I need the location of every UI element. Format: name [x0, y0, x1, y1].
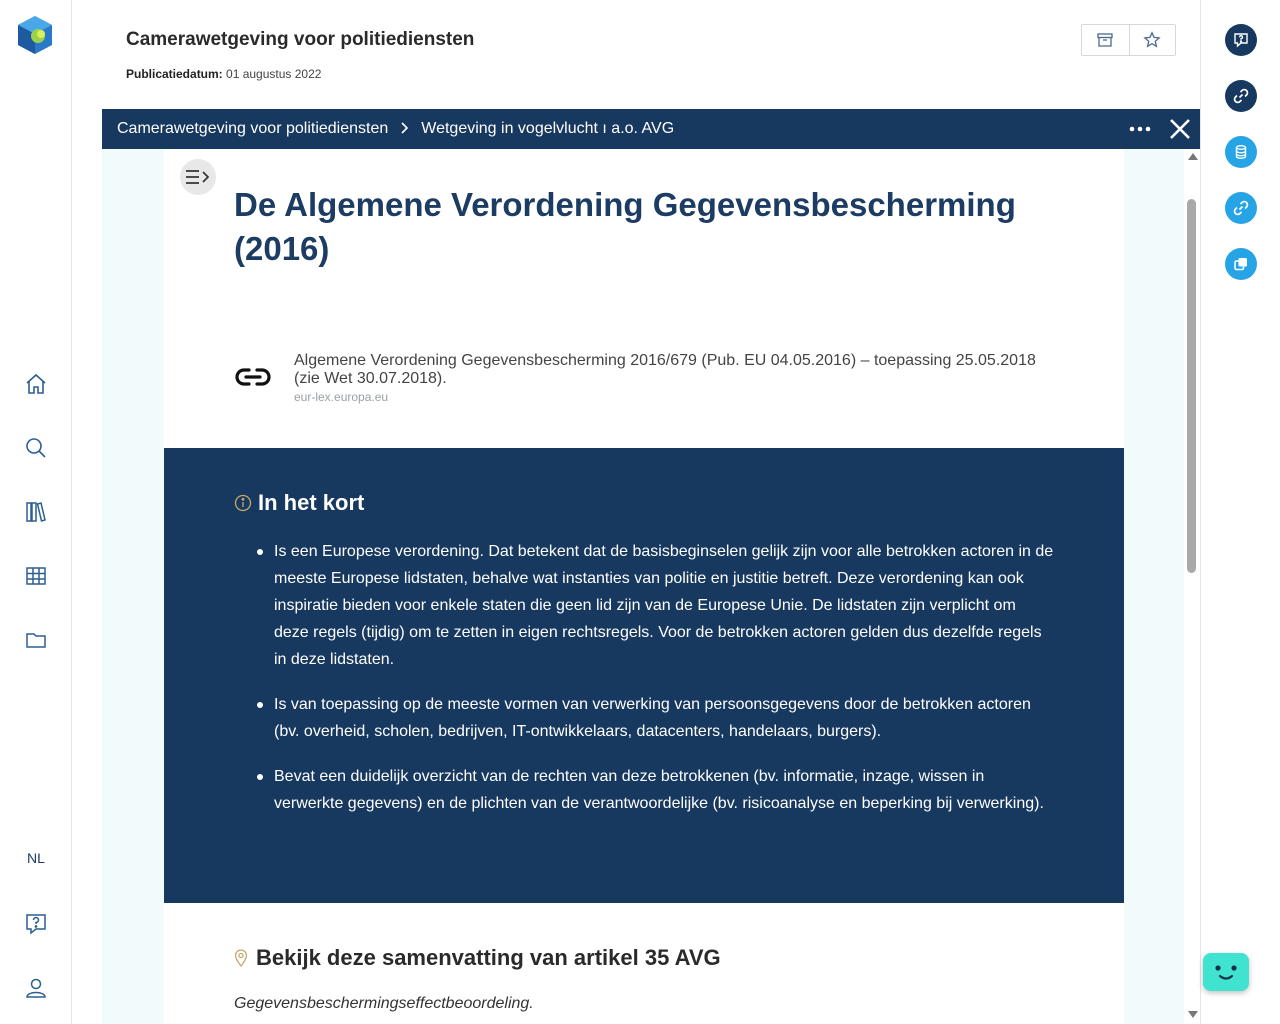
close-icon[interactable]: [1168, 117, 1192, 141]
grid-icon[interactable]: [22, 562, 50, 590]
scroll-down-arrow-icon[interactable]: [1188, 1011, 1198, 1018]
related-links-button[interactable]: [1225, 192, 1257, 224]
list-item: Is een Europese verordening. Dat betekent dat de basisbeginselen gelijk zijn voor alle betrokken actoren in de meeste Europese lidstaten, behalve wat instanties van politie en justitie betreft. Deze verordening kan ook inspiratie bieden voor enkele staten die geen lid zijn van de Europese Unie. De lidstaten zijn verplicht om deze regels (tijdig) om te zetten in eigen rechtsregels. Voor de betrokken actoren gelden dus dezelfde regels in deze lidstaten.: [274, 538, 1054, 673]
breadcrumb-item-2[interactable]: Wetgeving in vogelvlucht ı a.o. AVG: [421, 120, 675, 137]
toc-toggle-icon[interactable]: [180, 159, 216, 195]
links-button[interactable]: [1225, 80, 1257, 112]
copy-button[interactable]: [1225, 248, 1257, 280]
archive-button[interactable]: [1082, 25, 1129, 55]
library-icon[interactable]: [22, 498, 50, 526]
link-icon: [234, 365, 272, 389]
home-icon[interactable]: [22, 370, 50, 398]
more-options-icon[interactable]: [1128, 117, 1152, 141]
section-title: Bekijk deze samenvatting van artikel 35 AVG: [256, 945, 721, 970]
help-icon[interactable]: [22, 910, 50, 938]
database-button[interactable]: [1225, 136, 1257, 168]
section-subtitle: Gegevensbeschermingseffectbeoordeling.: [234, 995, 534, 1012]
scroll-up-arrow-icon[interactable]: [1188, 153, 1198, 160]
summary-box-title: In het kort: [258, 490, 365, 515]
chatbot-face-icon: [1203, 953, 1249, 991]
content-area: [102, 149, 1184, 1024]
scrollbar-thumb[interactable]: [1187, 199, 1196, 573]
summary-box-header: [234, 490, 364, 516]
info-icon: [234, 494, 252, 512]
pubdate-label: Publicatiedatum:: [126, 67, 223, 81]
article-title: De Algemene Verordening Gegevensbescherming (2016): [234, 186, 1016, 267]
feedback-icon: [1233, 32, 1249, 48]
list-item: Is van toepassing op de meeste vormen van verwerking van persoonsgegevens door de betrokken actoren (bv. overheid, scholen, bedrijven, IT-ontwikkelaars, datacenters, handelaars, burgers).: [274, 691, 1054, 745]
search-icon[interactable]: [22, 434, 50, 462]
database-icon: [1233, 144, 1249, 160]
folder-icon[interactable]: [22, 626, 50, 654]
link-title[interactable]: Algemene Verordening Gegevensbescherming 2016/679 (Pub. EU 04.05.2016) – toepassing 25.05.2018 (zie Wet 30.07.2018).: [294, 352, 1036, 387]
document-title: Camerawetgeving voor politiediensten: [126, 29, 475, 50]
copy-icon: [1233, 256, 1249, 272]
left-sidebar: [0, 0, 72, 1024]
article: [164, 149, 1124, 1024]
location-pin-icon: [234, 949, 248, 967]
archive-icon: [1096, 31, 1114, 49]
star-icon: [1143, 31, 1161, 49]
summary-box: [164, 448, 1124, 903]
language-selector[interactable]: NL: [27, 850, 45, 866]
list-item: Bevat een duidelijk overzicht van de rechten van deze betrokkenen (bv. informatie, inzage, wissen in verwerkte gegevens) en de plichten van de verantwoordelijke (bv. risicoanalyse en beperking bij verwerking).: [274, 763, 1054, 817]
feedback-button[interactable]: [1225, 24, 1257, 56]
breadcrumb: [102, 109, 1200, 149]
app-logo[interactable]: [14, 14, 56, 56]
favorite-button[interactable]: [1129, 25, 1176, 55]
breadcrumb-item-1[interactable]: Camerawetgeving voor politiediensten: [117, 120, 389, 137]
header-actions: [1081, 24, 1176, 56]
link-domain: eur-lex.europa.eu: [294, 390, 389, 404]
chevron-right-icon: [400, 121, 409, 138]
publication-date: [126, 67, 321, 81]
summary-list: [274, 538, 1054, 835]
section-header: [234, 945, 721, 971]
external-link-card[interactable]: [234, 349, 1064, 409]
pubdate-value: 01 augustus 2022: [226, 67, 322, 81]
user-icon[interactable]: [22, 974, 50, 1002]
right-toolbar: [1200, 0, 1280, 1024]
scrollbar[interactable]: [1184, 149, 1200, 1024]
link-icon: [1232, 199, 1250, 217]
chatbot-button[interactable]: [1203, 953, 1249, 991]
link-icon: [1232, 87, 1250, 105]
